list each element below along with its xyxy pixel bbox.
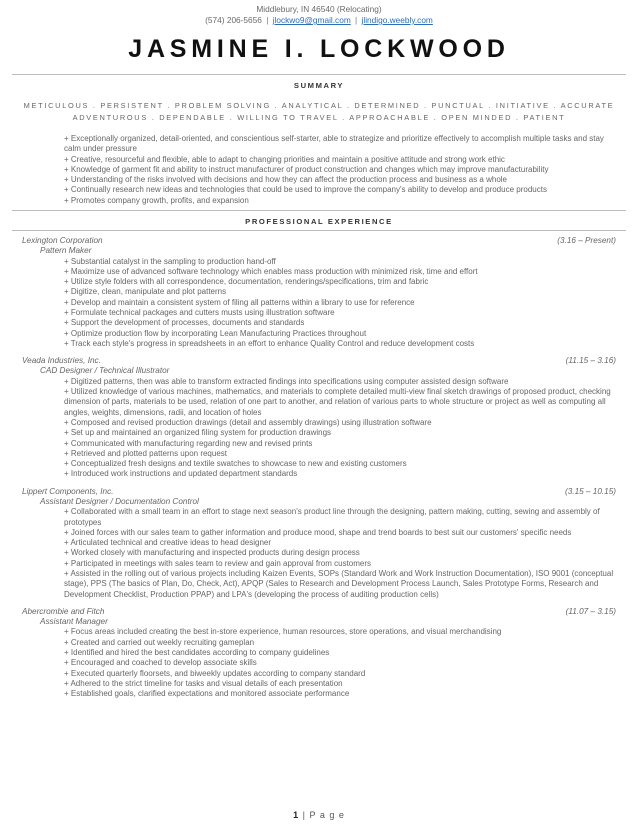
job-dates: (11.15 – 3.16) (565, 356, 616, 366)
job-header (22, 236, 616, 246)
summary-bullet: + Promotes company growth, profits, and expansion (64, 195, 249, 205)
job-bullet: + Set up and maintained an organized filing system for production drawings (64, 428, 332, 438)
traits-line: METICULOUS . PERSISTENT . PROBLEM SOLVING . ANALYTICAL . DETERMINED . PUNCTUAL . INITIATIVE . ACCURATE (23, 101, 615, 110)
contact-phone: (574) 206-5656 (205, 15, 262, 25)
job-bullet: + Utilized knowledge of various machines, mathematics, and materials to complete detailed multi-view final sketch drawings of proposed product, checking dimension of parts, materials to be used, relation of one part to another, and relation of various parts to whole structure or project as well as computing all angles, weights, dimensions, radii, and location of holes (64, 387, 611, 417)
candidate-name: JASMINE I. LOCKWOOD (128, 35, 510, 63)
job-bullet: + Established goals, clarified expectations and monitored associate performance (64, 689, 350, 699)
job-header (22, 607, 616, 617)
job-entry (0, 236, 638, 349)
job-bullet-list (64, 257, 620, 350)
job-bullet: + Articulated technical and creative ideas to head designer (64, 538, 272, 548)
job-bullet: + Focus areas included creating the best in-store experience, human resources, store operations, and visual merchandising (64, 627, 502, 637)
job-bullet: + Collaborated with a small team in an effort to stage next season's product line through the designing, pattern making, cutting, sewing and assembly of prototypes (64, 507, 600, 527)
divider (12, 74, 626, 75)
summary-bullet: + Creative, resourceful and flexible, able to adapt to changing priorities and maintain a positive attitude and strong work ethic (64, 154, 505, 164)
footer-separator: | (302, 810, 306, 820)
job-bullet: + Identified and hired the best candidates according to company guidelines (64, 647, 330, 657)
traits-line: ADVENTUROUS . DEPENDABLE . WILLING TO TRAVEL . APPROACHABLE . OPEN MINDED . PATIENT (72, 113, 566, 122)
experience-list (0, 236, 638, 699)
job-company: Veada Industries, Inc. (22, 356, 101, 366)
job-bullet-list (64, 377, 620, 480)
summary-bullet: + Continually research new ideas and technologies that could be used to improve the company's ability to develop and produce products (64, 185, 547, 195)
job-role: Pattern Maker (40, 246, 92, 256)
experience-heading: PROFESSIONAL EXPERIENCE (245, 217, 393, 227)
job-company: Lippert Components, Inc. (22, 486, 114, 496)
job-header (22, 487, 616, 497)
job-bullet-list (64, 627, 620, 699)
job-entry (0, 607, 638, 700)
job-bullet: + Maximize use of advanced software technology which enables mass production with minimized risk, time and effort (64, 266, 478, 276)
job-bullet: + Digitize, clean, manipulate and plot patterns (64, 287, 227, 297)
summary-bullet: + Exceptionally organized, detail-oriented, and conscientious self-starter, able to strategize and prioritize effectively to accomplish multiple tasks and stay calm under pressure (64, 134, 604, 154)
job-bullet: + Worked closely with manufacturing and inspected products during design process (64, 548, 360, 558)
job-bullet: + Assisted in the rolling out of various projects including Kaizen Events, SOPs (Standard Work and Work Instruction Documentation), ISO 9001 (conceptual stage), PPS (The basics of Plan, Do, Check, Act), APQP (Sales to Research and Development Process Launch, Sales Prototype Forms, Research and Development Checklist, Production PPAP) and LPA's (developing the process of auditing production cells) (64, 569, 614, 599)
job-bullet: + Participated in meetings with sales team to review and gain approval from customers (64, 558, 372, 568)
job-bullet: + Substantial catalyst in the sampling to production hand-off (64, 256, 276, 266)
summary-traits (0, 100, 638, 124)
job-dates: (3.15 – 10.15) (565, 486, 616, 496)
job-bullet: + Optimize production flow by incorporating Lean Manufacturing Practices throughout (64, 328, 367, 338)
contact-email-link[interactable]: jlockwo9@gmail.com (272, 15, 351, 25)
job-bullet: + Digitized patterns, then was able to transform extracted findings into specifications using computer assisted design software (64, 376, 509, 386)
summary-bullet: + Understanding of the risks involved with decisions and how they can affect the production process and business as a whole (64, 175, 508, 185)
job-bullet: + Executed quarterly floorsets, and biweekly updates according to company standard (64, 668, 366, 678)
job-bullet: + Joined forces with our sales team to gather information and produce mood, shape and trend boards to best suit our customers' specific needs (64, 527, 572, 537)
job-company: Lexington Corporation (22, 236, 103, 246)
job-role: Assistant Manager (40, 616, 108, 626)
job-entry (0, 487, 638, 600)
job-bullet: + Encouraged and coached to develop associate skills (64, 658, 257, 668)
job-dates: (3.16 – Present) (557, 236, 616, 246)
job-bullet: + Communicated with manufacturing regarding new and revised prints (64, 438, 313, 448)
contact-city: Middlebury, IN 46540 (Relocating) (256, 4, 382, 14)
contact-separator: | (355, 15, 358, 25)
job-bullet: + Conceptualized fresh designs and textile swatches to showcase to new and existing customers (64, 459, 407, 469)
summary-heading: SUMMARY (293, 81, 345, 90)
contact-website-link[interactable]: jlindigo.weebly.com (361, 15, 433, 25)
job-company: Abercrombie and Fitch (22, 606, 105, 616)
summary-bullet-list (64, 134, 620, 206)
job-bullet: + Support the development of processes, documents and standards (64, 318, 305, 328)
page-label: P a g e (309, 810, 345, 820)
job-bullet: + Introduced work instructions and updated department standards (64, 469, 298, 479)
job-dates: (11.07 – 3.15) (565, 606, 616, 616)
job-bullet: + Develop and maintain a consistent system of filing all patterns within a library to use for reference (64, 297, 415, 307)
job-bullet: + Adhered to the strict timeline for tasks and visual details of each presentation (64, 678, 343, 688)
job-header (22, 356, 616, 366)
job-role: Assistant Designer / Documentation Control (40, 496, 199, 506)
job-role: CAD Designer / Technical Illustrator (40, 366, 170, 376)
job-bullet: + Track each style's progress in spreadsheets in an effort to enhance Quality Control and reduce development costs (64, 338, 475, 348)
job-bullet: + Created and carried out weekly recruiting gameplan (64, 637, 255, 647)
divider (12, 230, 626, 231)
page-footer (0, 810, 638, 820)
contact-separator: | (266, 15, 269, 25)
job-bullet: + Formulate technical packages and cutters musts using illustration software (64, 308, 335, 318)
job-bullet-list (64, 507, 620, 600)
summary-bullet: + Knowledge of garment fit and ability to instruct manufacturer of product construction and changes which may improve manufacturability (64, 164, 549, 174)
job-bullet: + Utilize style folders with all correspondence, documentation, renderings/specifications, trim and fabric (64, 277, 429, 287)
page-number: 1 (293, 810, 300, 820)
divider (12, 210, 626, 211)
job-bullet: + Retrieved and plotted patterns upon request (64, 448, 227, 458)
job-bullet: + Composed and revised production drawings (detail and assembly drawings) using illustration software (64, 417, 432, 427)
contact-line (0, 15, 638, 26)
job-entry (0, 356, 638, 479)
